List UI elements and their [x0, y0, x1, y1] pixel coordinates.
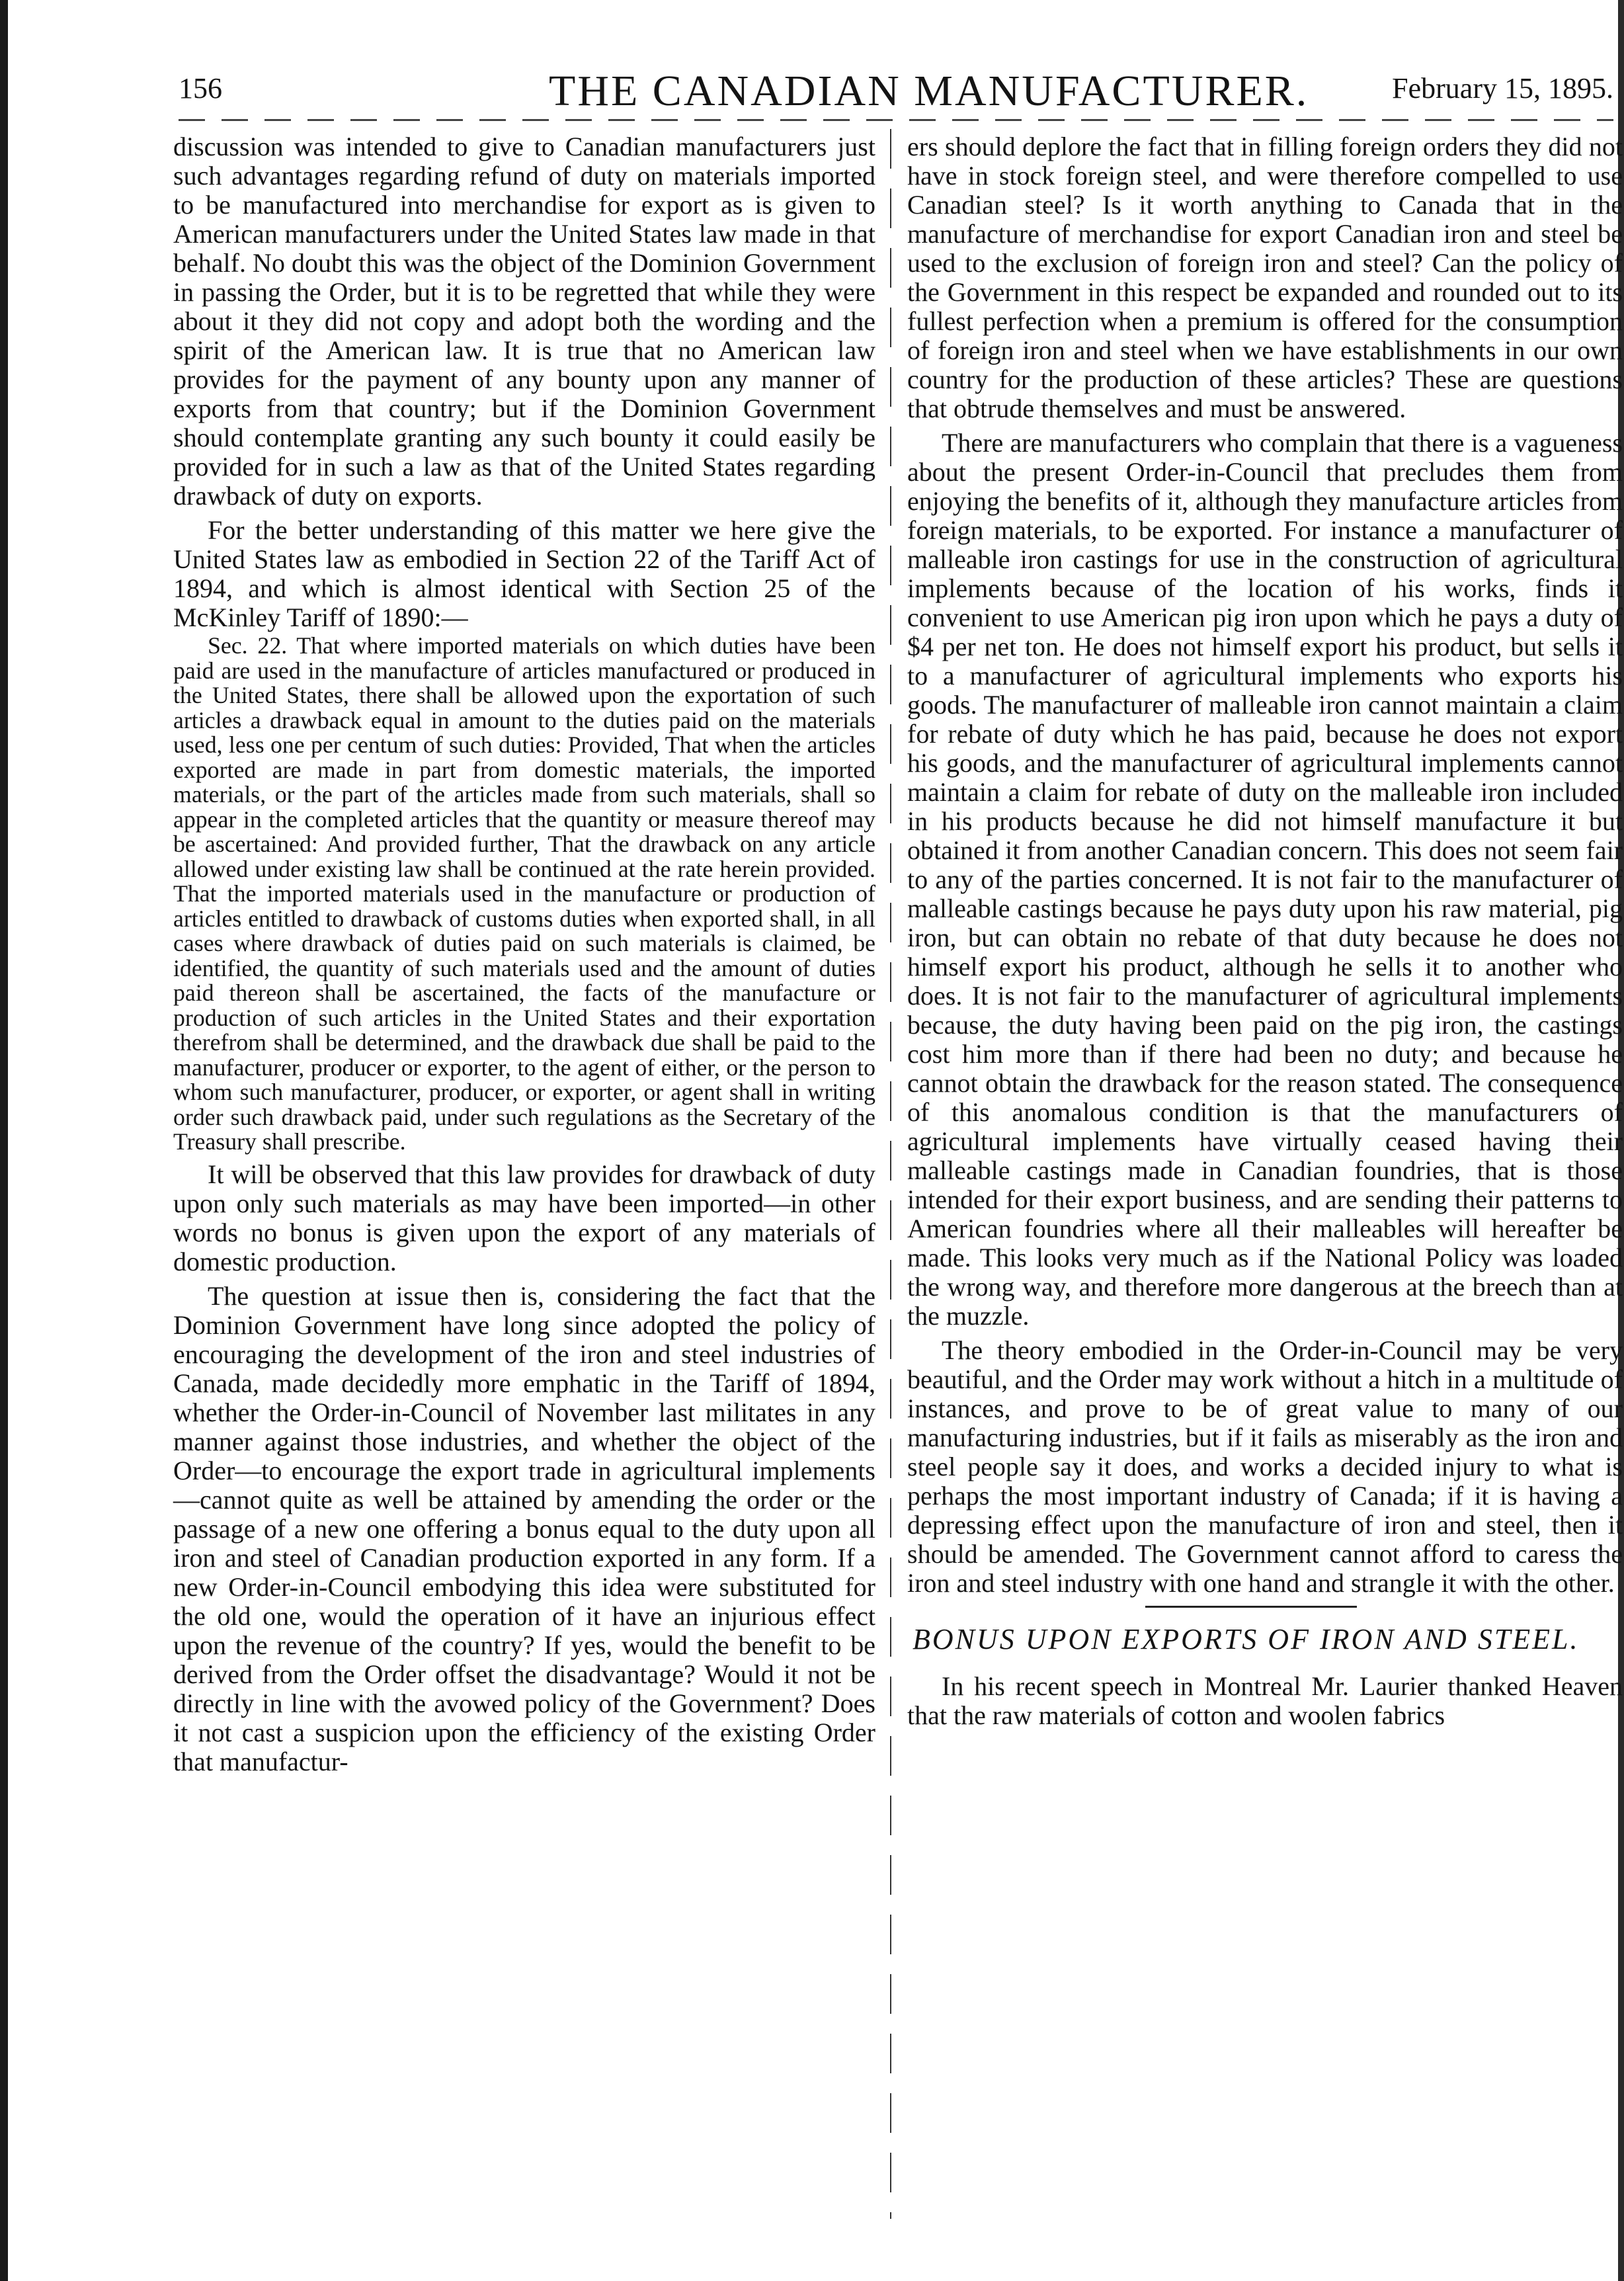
- section-heading: BONUS UPON EXPORTS OF IRON AND STEEL.: [913, 1623, 1580, 1655]
- column-divider: [890, 129, 891, 2219]
- right-column: [907, 132, 1623, 1730]
- page-header: [179, 66, 1613, 119]
- right-paragraph-1: ers should deplore the fact that in filling foreign orders they did not have in stock foreign steel, and were therefore compelled to use Canadian steel? Is it worth anything to Canada that in the manufacture of merchandise for export Canadian iron and steel be used to the exclusion of foreign iron and steel? Can the policy of the Government in this respect be expanded and rounded out to its fullest perfection when a premium is offered for the consumption of foreign iron and steel when we have establishments in our own country for the production of these articles? These are questions that obtrude themselves and must be answered.: [907, 132, 1623, 423]
- left-paragraph-3: It will be observed that this law provides for drawback of duty upon only such materials as may have been imported—in other words no bonus is given upon the export of any materials of domestic production.: [173, 1159, 875, 1276]
- page-number: 156: [179, 72, 222, 104]
- left-column: [173, 132, 875, 1776]
- tariff-act-quote: Sec. 22. That where imported materials on which duties have been paid are used in the manufacture of articles manufactured or produced in the United States, there shall be allowed upon the exportation of such articles a drawback equal in amount to the duties paid on the materials used, less one per centum of such duties: Provided, That when the articles exported are made in part from domestic materials, the imported materials, or the part of the articles made from such materials, shall so appear in the completed articles that the quantity or measure thereof may be ascertained: And provided further, That the drawback on any article allowed under existing law shall be continued at the rate herein provided. That the imported materials used in the manufacture or production of articles entitled to drawback of customs duties when exported shall, in all cases where drawback of duties paid on such materials is claimed, be identified, the quantity of such materials used and the amount of duties paid thereon shall be ascertained, the facts of the manufacture or production of such articles in the United States and their exportation therefrom shall be determined, and the drawback due shall be paid to the manufacturer, producer or exporter, to the agent of either, or the person to whom such manufacturer, producer, or exporter, or agent shall in writing order such drawback paid, under such regulations as the Secretary of the Treasury shall prescribe.: [173, 632, 875, 1155]
- journal-title: THE CANADIAN MANUFACTURER.: [549, 67, 1309, 115]
- left-paragraph-1: discussion was intended to give to Canadian manufacturers just such advantages regarding refund of duty on materials imported to be manufactured into merchandise for export as is given to American manufacturers under the United States law made in that behalf. No doubt this was the object of the Dominion Government in passing the Order, but it is to be regretted that while they were about it they did not copy and adopt both the wording and the spirit of the American law. It is true that no American law provides for the payment of any bounty upon any manner of exports from that country; but if the Dominion Government should contemplate granting any such bounty it could easily be provided for in such a law as that of the United States regarding drawback of duty on exports.: [173, 132, 875, 511]
- left-paragraph-4: The question at issue then is, considering the fact that the Dominion Government have long since adopted the policy of encouraging the development of the iron and steel industries of Canada, made decidedly more emphatic in the Tariff of 1894, whether the Order-in-Council of November last militates in any manner against those industries, and whether the object of the Order—to encourage the export trade in agricultural implements—cannot quite as well be attained by amending the order or the passage of a new one offering a bonus equal to the duty upon all iron and steel of Canadian production exported in any form. If a new Order-in-Council embodying this idea were substituted for the old one, would the operation of it have an injurious effect upon the revenue of the country? If yes, would the benefit to be derived from the Order offset the disadvantage? Would it not be directly in line with the avowed policy of the Government? Does it not cast a suspicion upon the efficiency of the existing Order that manufactur-: [173, 1280, 875, 1776]
- header-rule: [179, 119, 1613, 121]
- right-paragraph-2: There are manufacturers who complain that there is a vagueness about the present Order-in-Council that precludes them from enjoying the benefits of it, although they manufacture articles from foreign materials, to be exported. For instance a manufacturer of malleable iron castings for use in the construction of agricultural implements because of the location of his works, finds it convenient to use American pig iron upon which he pays a duty of $4 per net ton. He does not himself export his product, but sells it to a manufacturer of agricultural implements who exports his goods. The manufacturer of malleable iron cannot maintain a claim for rebate of duty which he has paid, because he does not export his goods, and the manufacturer of agricultural implements cannot maintain a claim for rebate of duty on the malleable iron included in his products because he did not himself manufacture it but obtained it from another Canadian concern. This does not seem fair to any of the parties concerned. It is not fair to the manufacturer of malleable castings because he pays duty upon his raw material, pig iron, but can obtain no rebate of that duty because he does not himself export his product, although he sells it to another who does. It is not fair to the manufacturer of agricultural implements because, the duty having been paid on the pig iron, the castings cost him more than if there had been no duty; and because he cannot obtain the drawback for the reason stated. The consequence of this anomalous condition is that the manufacturers of agricultural implements have virtually ceased having their malleable castings made in Canadian foundries, that is those intended for their export business, and are sending their patterns to American foundries where all their malleables will hereafter be made. This looks very much as if the National Policy was loaded the wrong way, and therefore more dangerous at the breech than at the muzzle.: [907, 428, 1623, 1331]
- section-rule: [1145, 1606, 1357, 1608]
- scan-edge-left: [0, 0, 8, 2281]
- right-paragraph-4: In his recent speech in Montreal Mr. Laurier thanked Heaven that the raw materials of cotton and woolen fabrics: [907, 1671, 1623, 1730]
- issue-date: February 15, 1895.: [1392, 72, 1613, 104]
- left-paragraph-2: For the better understanding of this matter we here give the United States law as embodied in Section 22 of the Tariff Act of 1894, and which is almost identical with Section 25 of the McKinley Tariff of 1890:—: [173, 515, 875, 632]
- right-paragraph-3: The theory embodied in the Order-in-Council may be very beautiful, and the Order may work without a hitch in a multitude of instances, and prove to be of great value to many of our manufacturing industries, but if it fails as miserably as the iron and steel people say it does, and works a decided injury to what is perhaps the most important industry of Canada; if it is having a depressing effect upon the manufacture of iron and steel, then it should be amended. The Government cannot afford to caress the iron and steel industry with one hand and strangle it with the other.: [907, 1335, 1623, 1598]
